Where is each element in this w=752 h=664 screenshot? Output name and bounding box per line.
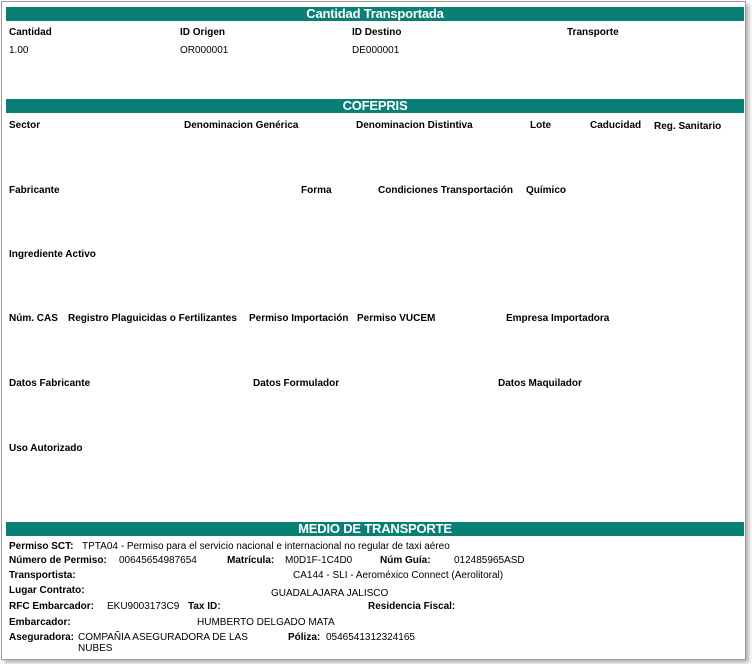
label-lote: Lote bbox=[530, 120, 552, 131]
value-num-guia: 012485965ASD bbox=[454, 555, 525, 566]
medio-transporte-header: MEDIO DE TRANSPORTE bbox=[6, 522, 744, 536]
label-lugar-contrato: Lugar Contrato: bbox=[9, 585, 85, 596]
label-num-guia: Núm Guía: bbox=[380, 555, 431, 566]
label-aseguradora: Aseguradora: bbox=[9, 632, 75, 643]
label-numero-permiso: Número de Permiso: bbox=[9, 555, 107, 566]
value-aseguradora: COMPAÑIA ASEGURADORA DE LAS NUBES bbox=[78, 632, 248, 654]
label-transportista: Transportista: bbox=[9, 570, 76, 581]
header-cantidad: Cantidad bbox=[9, 27, 52, 38]
label-datos-fabricante: Datos Fabricante bbox=[9, 378, 91, 389]
label-registro-plaguicidas: Registro Plaguicidas o Fertilizantes bbox=[68, 313, 237, 324]
label-datos-formulador: Datos Formulador bbox=[253, 378, 340, 389]
label-caducidad: Caducidad bbox=[590, 120, 642, 131]
label-condiciones-transportacion: Condiciones Transportación bbox=[378, 185, 514, 196]
label-rfc-embarcador: RFC Embarcador: bbox=[9, 601, 95, 612]
cantidad-transportada-header: Cantidad Transportada bbox=[6, 7, 744, 21]
label-denominacion-generica: Denominacion Genérica bbox=[184, 120, 299, 131]
label-datos-maquilador: Datos Maquilador bbox=[498, 378, 582, 389]
label-quimico: Químico bbox=[526, 185, 567, 196]
label-residencia-fiscal: Residencia Fiscal: bbox=[368, 601, 456, 612]
label-matricula: Matrícula: bbox=[227, 555, 275, 566]
label-embarcador: Embarcador: bbox=[9, 617, 71, 628]
label-uso-autorizado: Uso Autorizado bbox=[9, 443, 83, 454]
label-denominacion-distintiva: Denominacion Distintiva bbox=[356, 120, 473, 131]
cofepris-header: COFEPRIS bbox=[6, 99, 744, 113]
header-transporte: Transporte bbox=[567, 27, 619, 38]
value-numero-permiso: 00645654987654 bbox=[119, 555, 197, 566]
label-forma: Forma bbox=[301, 185, 332, 196]
value-transportista: CA144 - SLI - Aeroméxico Connect (Aerolitoral) bbox=[293, 570, 504, 581]
label-sector: Sector bbox=[9, 120, 41, 131]
label-permiso-sct: Permiso SCT: bbox=[9, 541, 74, 552]
label-permiso-vucem: Permiso VUCEM bbox=[357, 313, 436, 324]
value-id-origen: OR000001 bbox=[180, 45, 229, 56]
value-matricula: M0D1F-1C4D0 bbox=[285, 555, 353, 566]
header-id-origen: ID Origen bbox=[180, 27, 226, 38]
label-reg-sanitario: Reg. Sanitario bbox=[654, 121, 722, 132]
label-poliza: Póliza: bbox=[288, 632, 321, 643]
value-rfc-embarcador: EKU9003173C9 bbox=[107, 601, 180, 612]
label-num-cas: Núm. CAS bbox=[9, 313, 58, 324]
value-cantidad: 1.00 bbox=[9, 45, 29, 56]
header-id-destino: ID Destino bbox=[352, 27, 402, 38]
value-embarcador: HUMBERTO DELGADO MATA bbox=[197, 617, 335, 628]
value-permiso-sct: TPTA04 - Permiso para el servicio nacional e internacional no regular de taxi aéreo bbox=[82, 541, 450, 552]
label-tax-id: Tax ID: bbox=[188, 601, 221, 612]
label-permiso-importacion: Permiso Importación bbox=[249, 313, 349, 324]
value-lugar-contrato: GUADALAJARA JALISCO bbox=[271, 588, 389, 599]
label-ingrediente-activo: Ingrediente Activo bbox=[9, 249, 96, 260]
value-poliza: 0546541312324165 bbox=[326, 632, 415, 643]
label-fabricante: Fabricante bbox=[9, 185, 60, 196]
value-id-destino: DE000001 bbox=[352, 45, 400, 56]
label-empresa-importadora: Empresa Importadora bbox=[506, 313, 610, 324]
